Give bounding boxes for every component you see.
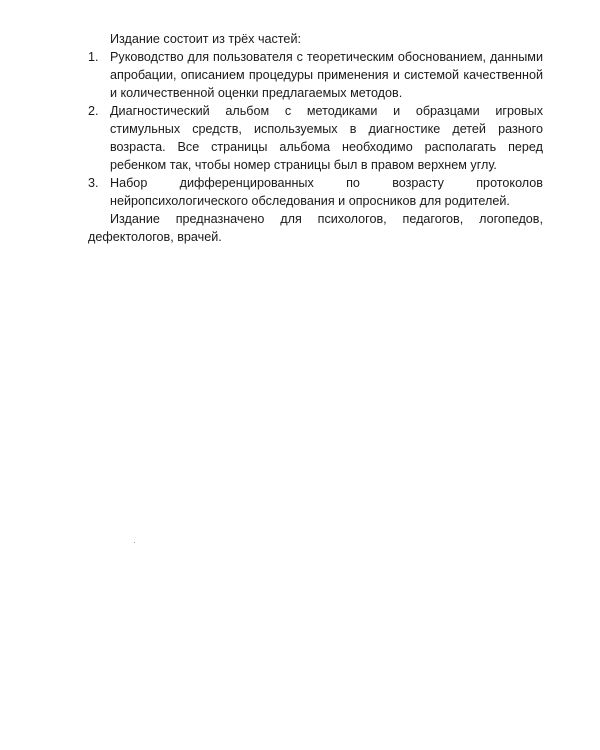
list-item-text: Диагностический альбом с методиками и образцами игровых стимульных средств, используемых в диагностике детей разного возраста. Все страницы альбома необходимо располагать перед ребенком так, чтобы номер страницы был в правом верхнем углу. (110, 104, 543, 172)
list-item (88, 174, 543, 210)
list-item (88, 102, 543, 174)
parts-list (88, 48, 543, 210)
list-item-number: 1. (88, 50, 99, 64)
list-item (88, 48, 543, 102)
list-item-text: Руководство для пользователя с теоретическим обоснованием, данными апробации, описанием процедуры применения и системой качественной и количественной оценки предлагаемых методов. (110, 50, 543, 100)
list-item-number: 3. (88, 176, 99, 190)
scan-speck (134, 542, 135, 543)
list-item-number: 2. (88, 104, 99, 118)
list-item-text: Набор дифференцированных по возрасту протоколов нейропсихологического обследования и опросников для родителей. (110, 176, 543, 208)
audience-paragraph: Издание предназначено для психологов, педагогов, логопедов, дефектологов, врачей. (88, 212, 543, 244)
intro-paragraph: Издание состоит из трёх частей: (110, 32, 301, 46)
document-body (88, 30, 543, 246)
